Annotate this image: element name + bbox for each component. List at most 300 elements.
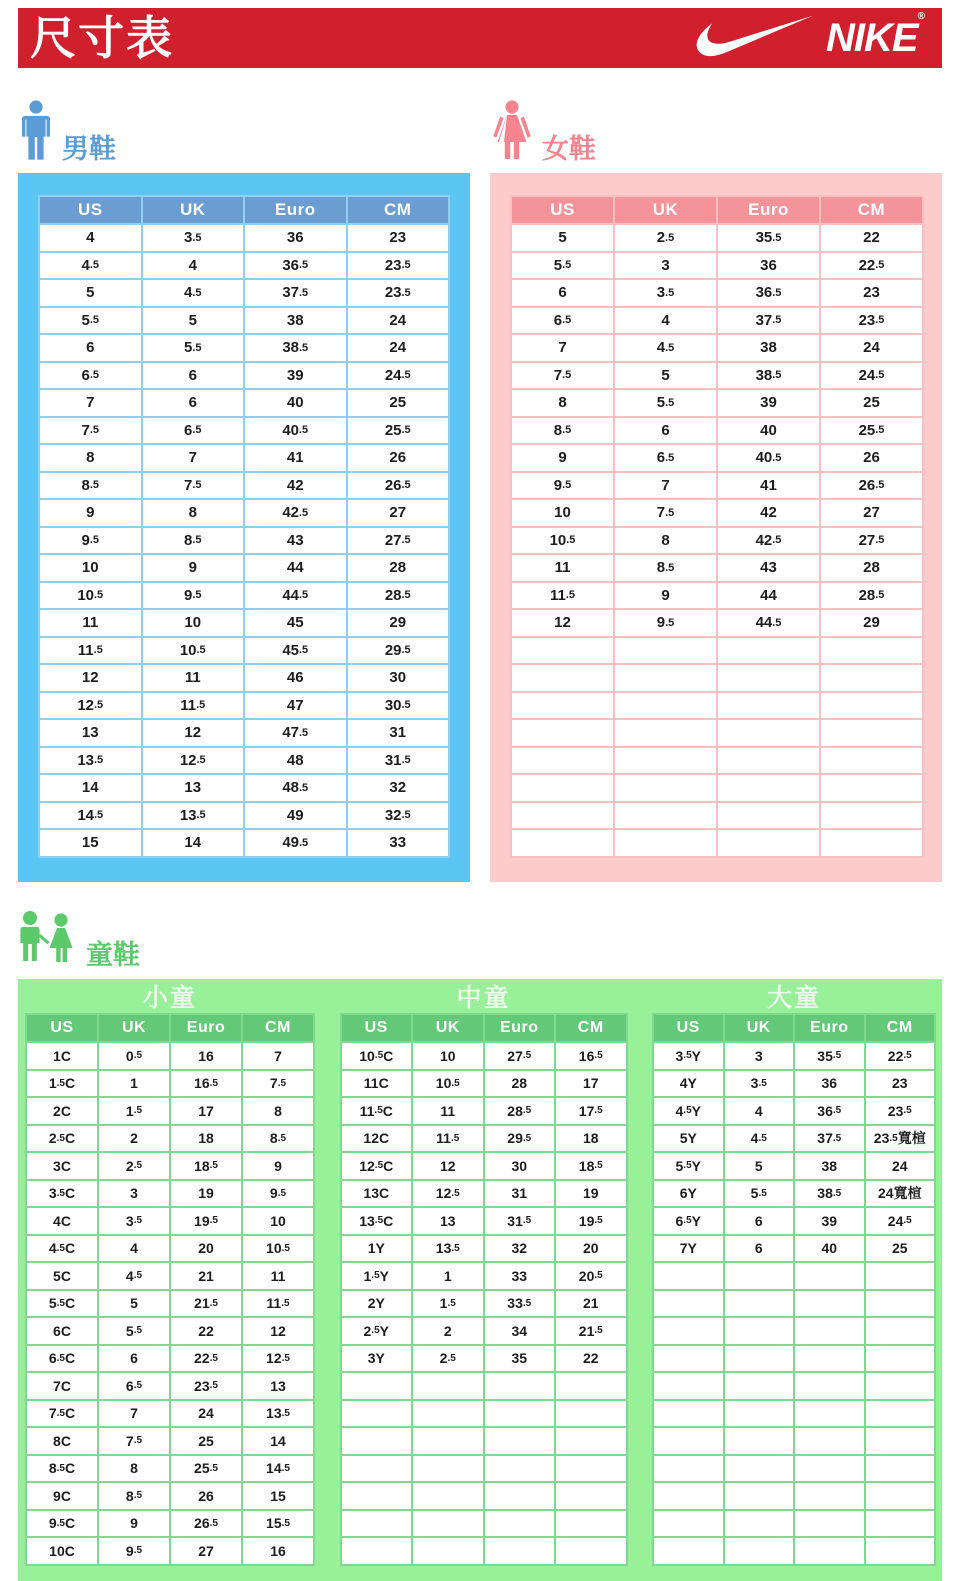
size-cell: 7 .5 C [27,1401,97,1427]
column-header: UK [143,197,244,223]
size-cell [342,1511,412,1537]
size-cell: 13 [413,1208,483,1234]
kids-section-label: 童鞋 [86,940,140,970]
size-cell: 13 .5 [413,1236,483,1262]
size-cell: 12 .5 C [342,1153,412,1179]
men-label-row [18,100,470,167]
size-cell [485,1538,555,1564]
size-cell: 13 .5 C [342,1208,412,1234]
column-header: CM [243,1015,313,1041]
size-cell: 17 .5 [556,1098,626,1124]
size-cell: 1Y [342,1236,412,1262]
size-cell: 8 .5 [99,1483,169,1509]
size-cell: 3 .5 C [27,1181,97,1207]
size-cell [795,1401,864,1427]
size-cell [413,1401,483,1427]
size-cell: 36 .5 [718,280,819,306]
size-cell: 35 .5 [795,1043,864,1069]
size-cell: 20 [171,1236,241,1262]
size-cell: 32 .5 [348,803,449,829]
size-cell: 24 [348,308,449,334]
size-cell: 22 [821,225,922,251]
kids-medium-size-table [340,1013,628,1566]
size-cell [654,1291,723,1317]
size-cell: 38 .5 [245,335,346,361]
size-cell: 2C [27,1098,97,1124]
size-cell: 39 [795,1208,864,1234]
size-cell: 23 .5 寬楦 [866,1126,935,1152]
size-cell [718,720,819,746]
size-cell: 2 [99,1126,169,1152]
male-icon [18,100,54,167]
kids-large-title: 大童 [766,984,821,1012]
size-cell [866,1428,935,1454]
size-cell [485,1511,555,1537]
size-cell: 16 .5 [171,1071,241,1097]
size-cell: 47 .5 [245,720,346,746]
size-cell: 11 [143,665,244,691]
size-cell: 36 .5 [795,1098,864,1124]
size-cell: 24 [348,335,449,361]
size-cell: 5 .5 [725,1181,794,1207]
size-cell [725,1483,794,1509]
size-cell: 1 .5 C [27,1071,97,1097]
size-cell [615,748,716,774]
size-cell: 28 .5 [485,1098,555,1124]
size-cell [615,803,716,829]
size-cell: 26 [821,445,922,471]
size-cell: 13 [143,775,244,801]
size-cell: 36 [245,225,346,251]
size-cell: 6 [143,390,244,416]
size-cell: 2 .5 Y [342,1318,412,1344]
size-cell: 1 .5 [413,1291,483,1317]
size-cell: 48 [245,748,346,774]
size-cell [512,665,613,691]
size-cell: 38 [718,335,819,361]
size-cell [342,1428,412,1454]
size-cell: 23 [866,1071,935,1097]
size-cell [654,1511,723,1537]
size-cell [556,1456,626,1482]
size-cell: 11 .5 [143,693,244,719]
size-cell: 8 .5 [143,528,244,554]
size-cell [413,1428,483,1454]
size-cell [342,1538,412,1564]
size-cell [485,1428,555,1454]
size-cell: 8 [512,390,613,416]
size-cell: 9 .5 [615,610,716,636]
size-cell: 13 .5 [40,748,141,774]
size-cell: 36 .5 [245,253,346,279]
size-cell: 21 [171,1263,241,1289]
size-cell: 35 .5 [718,225,819,251]
size-cell: 23 [821,280,922,306]
size-cell: 13C [342,1181,412,1207]
size-cell: 5 .5 [615,390,716,416]
size-cell: 5 .5 [99,1318,169,1344]
size-cell: 8 .5 [40,473,141,499]
size-cell [512,830,613,856]
size-cell [725,1318,794,1344]
size-cell: 44 [245,555,346,581]
men-section-label: 男鞋 [62,134,116,164]
kids-large-size-table [652,1013,936,1566]
size-cell [866,1263,935,1289]
size-cell [866,1456,935,1482]
size-cell: 1C [27,1043,97,1069]
size-cell: 24 [866,1153,935,1179]
size-cell: 6 .5 [143,418,244,444]
size-cell: 23 [348,225,449,251]
size-cell: 3 .5 [615,280,716,306]
size-cell: 7 [99,1401,169,1427]
size-cell [615,665,716,691]
size-cell: 4 .5 [615,335,716,361]
size-cell: 22 .5 [866,1043,935,1069]
size-cell: 10 .5 [40,583,141,609]
size-cell [485,1456,555,1482]
column-header: US [654,1015,723,1041]
size-cell: 38 [245,308,346,334]
size-cell [718,748,819,774]
size-cell: 31 .5 [485,1208,555,1234]
female-icon [490,100,534,167]
size-cell [866,1318,935,1344]
size-cell [821,803,922,829]
size-cell: 9 [615,583,716,609]
size-cell [725,1428,794,1454]
size-cell: 27 .5 [821,528,922,554]
size-cell: 6 .5 [99,1373,169,1399]
size-cell [795,1318,864,1344]
size-cell [413,1511,483,1537]
column-header: UK [725,1015,794,1041]
size-cell: 7 [40,390,141,416]
size-cell: 7C [27,1373,97,1399]
size-cell [866,1401,935,1427]
size-cell: 43 [718,555,819,581]
size-cell: 6 [40,335,141,361]
size-cell: 7 .5 [143,473,244,499]
size-cell: 5 .5 [143,335,244,361]
size-cell: 21 .5 [171,1291,241,1317]
size-cell: 2 .5 [615,225,716,251]
size-cell: 28 .5 [348,583,449,609]
size-cell: 2 .5 [413,1346,483,1372]
size-cell [556,1401,626,1427]
size-cell [485,1401,555,1427]
size-cell: 44 [718,583,819,609]
size-cell: 29 .5 [348,638,449,664]
size-cell [725,1511,794,1537]
size-cell [485,1483,555,1509]
size-cell [615,638,716,664]
size-cell: 3 .5 Y [654,1043,723,1069]
size-cell [512,748,613,774]
size-cell [512,720,613,746]
kids-label-row [16,910,960,973]
size-cell: 26 .5 [171,1511,241,1537]
size-cell: 24 [171,1401,241,1427]
size-cell: 11 [243,1263,313,1289]
size-cell: 40 [718,418,819,444]
size-cell [342,1483,412,1509]
size-cell: 4 .5 C [27,1236,97,1262]
size-cell [654,1456,723,1482]
column-header: UK [615,197,716,223]
size-cell [615,830,716,856]
size-cell: 3C [27,1153,97,1179]
size-cell: 6 .5 C [27,1346,97,1372]
men-size-table [38,195,450,858]
size-cell: 3 .5 [725,1071,794,1097]
size-cell: 34 [485,1318,555,1344]
size-cell: 8 .5 [512,418,613,444]
size-cell [342,1456,412,1482]
size-cell [821,830,922,856]
size-cell: 42 [718,500,819,526]
size-cell: 6Y [654,1181,723,1207]
size-cell: 24寬楦 [866,1181,935,1207]
size-cell [342,1401,412,1427]
size-cell: 16 .5 [556,1043,626,1069]
size-cell: 7Y [654,1236,723,1262]
size-cell [718,775,819,801]
size-cell: 12 .5 [40,693,141,719]
size-cell [654,1346,723,1372]
column-header: Euro [245,197,346,223]
size-cell [615,775,716,801]
size-cell: 3 .5 [99,1208,169,1234]
kids-panel [18,979,942,1581]
size-cell [718,665,819,691]
size-cell [795,1538,864,1564]
column-header: CM [821,197,922,223]
size-cell: 16 [243,1538,313,1564]
kids-medium-title: 中童 [456,984,511,1012]
column-header: US [512,197,613,223]
women-section [490,100,942,882]
size-cell: 6 [725,1236,794,1262]
size-cell: 16 [171,1043,241,1069]
size-cell: 36 [795,1071,864,1097]
size-cell: 6 .5 [40,363,141,389]
size-cell: 4 .5 [99,1263,169,1289]
size-cell: 33 .5 [485,1291,555,1317]
size-cell [342,1373,412,1399]
size-cell [654,1538,723,1564]
size-cell: 31 [348,720,449,746]
size-cell: 30 [348,665,449,691]
size-cell: 12 [40,665,141,691]
size-cell: 22 [171,1318,241,1344]
size-cell: 38 [795,1153,864,1179]
size-cell: 9 [99,1511,169,1537]
size-cell: 13 .5 [243,1401,313,1427]
size-cell: 28 [821,555,922,581]
size-cell: 38 .5 [718,363,819,389]
size-cell: 22 [556,1346,626,1372]
women-panel [490,173,942,882]
size-cell: 40 [245,390,346,416]
size-cell [795,1511,864,1537]
size-cell: 10 .5 C [342,1043,412,1069]
size-cell: 12C [342,1126,412,1152]
size-cell: 1 .5 Y [342,1263,412,1289]
size-cell [413,1456,483,1482]
adult-section [18,100,942,882]
size-cell: 9 [512,445,613,471]
size-cell: 32 [485,1236,555,1262]
size-cell: 20 [556,1236,626,1262]
size-cell: 9 [40,500,141,526]
size-cell: 4 .5 [143,280,244,306]
size-cell [654,1483,723,1509]
size-cell: 11 .5 C [342,1098,412,1124]
size-cell: 33 [485,1263,555,1289]
women-size-table [510,195,924,858]
size-cell [556,1538,626,1564]
size-cell: 40 .5 [718,445,819,471]
size-cell: 29 [348,610,449,636]
size-cell: 5 [615,363,716,389]
size-cell: 10 .5 [512,528,613,554]
size-cell: 27 [171,1538,241,1564]
size-cell: 10C [27,1538,97,1564]
column-header: US [342,1015,412,1041]
size-cell [512,638,613,664]
size-cell: 25 [821,390,922,416]
size-cell: 26 [171,1483,241,1509]
size-cell: 1 [99,1071,169,1097]
size-cell: 6 [512,280,613,306]
size-cell: 27 .5 [485,1043,555,1069]
size-cell: 8 [99,1456,169,1482]
size-cell: 19 .5 [556,1208,626,1234]
size-cell: 5 .5 [512,253,613,279]
size-cell [866,1291,935,1317]
size-cell: 8 [40,445,141,471]
size-cell [654,1263,723,1289]
size-cell: 8 .5 C [27,1456,97,1482]
size-cell: 25 [171,1428,241,1454]
size-cell: 23 .5 [348,280,449,306]
size-cell: 39 [245,363,346,389]
size-cell [725,1291,794,1317]
size-cell: 12 .5 [143,748,244,774]
size-cell: 45 [245,610,346,636]
column-header: Euro [485,1015,555,1041]
column-header: CM [348,197,449,223]
size-cell: 24 [821,335,922,361]
size-cell: 29 .5 [485,1126,555,1152]
size-cell: 8C [27,1428,97,1454]
size-cell [654,1401,723,1427]
nike-swoosh-icon [694,15,814,62]
size-cell: 14 .5 [40,803,141,829]
size-cell: 27 .5 [348,528,449,554]
size-cell: 11C [342,1071,412,1097]
column-header: Euro [718,197,819,223]
size-cell: 33 [348,830,449,856]
size-cell: 9 .5 C [27,1511,97,1537]
size-cell [866,1511,935,1537]
size-cell: 8 [615,528,716,554]
size-cell: 31 [485,1181,555,1207]
size-cell: 28 [348,555,449,581]
size-cell [718,830,819,856]
size-cell [821,665,922,691]
size-cell: 12 .5 [243,1346,313,1372]
kids-small-size-table [25,1013,315,1566]
size-cell: 2 .5 [99,1153,169,1179]
size-cell: 18 [171,1126,241,1152]
column-header: UK [413,1015,483,1041]
size-cell: 9 [243,1153,313,1179]
size-cell: 35 [485,1346,555,1372]
size-cell: 26 .5 [348,473,449,499]
size-cell: 4C [27,1208,97,1234]
size-cell: 3 [725,1043,794,1069]
size-cell [556,1483,626,1509]
size-cell: 38 .5 [795,1181,864,1207]
size-cell: 21 [556,1291,626,1317]
size-cell: 24 .5 [821,363,922,389]
size-cell [718,693,819,719]
nike-logo [694,10,924,62]
size-cell: 6 .5 Y [654,1208,723,1234]
size-cell: 41 [718,473,819,499]
size-cell [795,1483,864,1509]
size-cell: 4 [143,253,244,279]
size-cell: 32 [348,775,449,801]
size-cell [866,1373,935,1399]
size-cell: 3 [615,253,716,279]
size-cell: 22 .5 [171,1346,241,1372]
size-cell [866,1346,935,1372]
size-cell: 8 .5 [243,1126,313,1152]
size-cell: 9 .5 [99,1538,169,1564]
size-cell: 23 .5 [348,253,449,279]
size-cell: 9C [27,1483,97,1509]
size-cell [725,1401,794,1427]
size-cell: 2Y [342,1291,412,1317]
men-section [18,100,470,882]
size-cell: 4 .5 [40,253,141,279]
size-cell: 10 .5 [243,1236,313,1262]
size-cell: 23 .5 [821,308,922,334]
size-cell [512,775,613,801]
size-cell: 47 [245,693,346,719]
size-cell: 2 [413,1318,483,1344]
size-cell: 18 [556,1126,626,1152]
size-cell: 11 [40,610,141,636]
size-cell [725,1456,794,1482]
size-cell: 5 [512,225,613,251]
size-cell: 12 .5 [413,1181,483,1207]
size-cell: 23 .5 [171,1373,241,1399]
size-cell: 27 [821,500,922,526]
size-cell: 10 [512,500,613,526]
size-cell: 13 [243,1373,313,1399]
size-cell: 6 .5 [615,445,716,471]
page-title: 尺寸表 [30,12,174,64]
size-cell: 11 .5 [413,1126,483,1152]
size-cell: 2 .5 C [27,1126,97,1152]
size-cell: 48 .5 [245,775,346,801]
size-cell [615,720,716,746]
